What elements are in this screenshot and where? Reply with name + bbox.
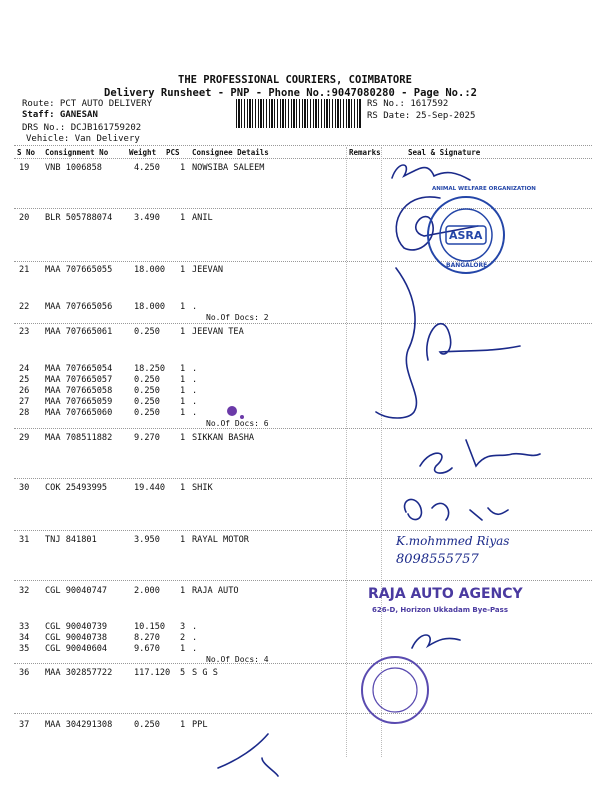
row-pcs: 1 (180, 433, 186, 443)
row-consignee: . (192, 397, 198, 407)
row-pcs: 1 (180, 586, 186, 596)
raja-auto-stamp-address: 626-D, Horizon Ukkadam Bye-Pass (372, 606, 508, 614)
signature-23 (427, 324, 520, 360)
col-seal: Seal & Signature (408, 148, 481, 157)
row-weight: 18.250 (134, 364, 166, 374)
row-consignee: RAYAL MOTOR (192, 535, 249, 545)
row-weight: 0.250 (134, 720, 160, 730)
row-consignee: SIKKAN BASHA (192, 433, 255, 443)
row-pcs: 5 (180, 668, 186, 678)
row-sno: 35 (19, 644, 30, 654)
col-remarks: Remarks (349, 148, 381, 157)
row-consignee: PPL (192, 720, 208, 730)
signature-32 (412, 635, 460, 648)
row-consignment: MAA 707665059 (45, 397, 113, 407)
row-weight: 0.250 (134, 375, 160, 385)
row-consignee: S G S (192, 668, 218, 678)
row-pcs: 1 (180, 213, 186, 223)
runsheet-title: Delivery Runsheet - PNP - Phone No.:9047080280 - Page No.:2 (104, 87, 477, 99)
row-weight: 3.950 (134, 535, 160, 545)
row-consignee: ANIL (192, 213, 213, 223)
handwritten-name: K.mohmmed Riyas (396, 534, 510, 548)
row-consignment: BLR 505788074 (45, 213, 113, 223)
asra-stamp-ring-top: ANIMAL WELFARE ORGANIZATION (432, 186, 536, 192)
row-consignment: MAA 707665056 (45, 302, 113, 312)
row-consignment: MAA 707665060 (45, 408, 113, 418)
row-consignment: TNJ 841801 (45, 535, 97, 545)
row-sno: 20 (19, 213, 30, 223)
row-consignee: . (192, 644, 198, 654)
row-weight: 19.440 (134, 483, 166, 493)
row-pcs: 1 (180, 265, 186, 275)
row-consignment: CGL 90040604 (45, 644, 108, 654)
row-sno: 30 (19, 483, 30, 493)
col-pcs: PCS (166, 148, 180, 157)
row-consignee: . (192, 633, 198, 643)
row-pcs: 1 (180, 720, 186, 730)
row-consignee: . (192, 364, 198, 374)
col-weight: Weight (129, 148, 157, 157)
row-consignment: MAA 707665057 (45, 375, 113, 385)
row-consignee: JEEVAN (192, 265, 224, 275)
row-consignment: MAA 707665054 (45, 364, 113, 374)
row-consignee: RAJA AUTO (192, 586, 239, 596)
row-pcs: 1 (180, 483, 186, 493)
asra-stamp-ring-bottom: BANGALORE (446, 262, 488, 269)
row-sno: 21 (19, 265, 30, 275)
doc-count-note: No.Of Docs: 6 (206, 419, 269, 428)
staff-label: Staff: GANESAN (22, 110, 98, 120)
row-pcs: 1 (180, 364, 186, 374)
row-pcs: 1 (180, 327, 186, 337)
row-pcs: 1 (180, 302, 186, 312)
doc-count-note: No.Of Docs: 4 (206, 655, 269, 664)
signature-long-stroke (376, 268, 416, 418)
row-sno: 33 (19, 622, 30, 632)
row-consignee: . (192, 408, 198, 418)
row-consignment: MAA 707665061 (45, 327, 113, 337)
row-weight: 18.000 (134, 302, 166, 312)
rs-date: RS Date: 25-Sep-2025 (367, 111, 476, 121)
signature-bottom (218, 734, 278, 776)
row-pcs: 1 (180, 644, 186, 654)
signature-30 (405, 499, 508, 520)
row-pcs: 1 (180, 397, 186, 407)
row-consignee: . (192, 375, 198, 385)
row-sno: 23 (19, 327, 30, 337)
row-sno: 34 (19, 633, 30, 643)
row-weight: 3.490 (134, 213, 160, 223)
row-pcs: 2 (180, 633, 186, 643)
row-sno: 19 (19, 163, 30, 173)
row-consignee: . (192, 302, 198, 312)
row-sno: 25 (19, 375, 30, 385)
asra-stamp-text: ASRA (449, 229, 483, 242)
row-sno: 36 (19, 668, 30, 678)
row-consignee: . (192, 386, 198, 396)
row-sno: 37 (19, 720, 30, 730)
row-consignment: CGL 90040747 (45, 586, 108, 596)
row-sno: 31 (19, 535, 30, 545)
raja-auto-stamp: RAJA AUTO AGENCY (368, 586, 523, 602)
doc-count-note: No.Of Docs: 2 (206, 313, 269, 322)
row-weight: 0.250 (134, 386, 160, 396)
row-weight: 9.670 (134, 644, 160, 654)
row-pcs: 1 (180, 386, 186, 396)
route-label: Route: PCT AUTO DELIVERY (22, 99, 153, 109)
row-sno: 26 (19, 386, 30, 396)
row-consignment: MAA 708511882 (45, 433, 113, 443)
col-sno: S No (17, 148, 36, 157)
col-consignment: Consignment No (45, 148, 109, 157)
row-pcs: 1 (180, 408, 186, 418)
row-weight: 9.270 (134, 433, 160, 443)
row-sno: 22 (19, 302, 30, 312)
row-consignment: MAA 707665058 (45, 386, 113, 396)
row-weight: 8.270 (134, 633, 160, 643)
row-consignment: COK 25493995 (45, 483, 108, 493)
row-weight: 2.000 (134, 586, 160, 596)
row-pcs: 1 (180, 535, 186, 545)
row-consignee: SHIK (192, 483, 213, 493)
signature-20 (396, 197, 478, 250)
row-sno: 28 (19, 408, 30, 418)
row-sno: 32 (19, 586, 30, 596)
row-weight: 0.250 (134, 397, 160, 407)
row-sno: 24 (19, 364, 30, 374)
row-consignment: CGL 90040738 (45, 633, 108, 643)
row-consignment: CGL 90040739 (45, 622, 108, 632)
row-weight: 4.250 (134, 163, 160, 173)
row-consignee: JEEVAN TEA (192, 327, 244, 337)
handwritten-phone: 8098555757 (396, 552, 479, 567)
vehicle-label: Vehicle: Van Delivery (26, 134, 140, 144)
row-weight: 117.120 (134, 668, 171, 678)
row-consignment: MAA 302857722 (45, 668, 113, 678)
row-sno: 29 (19, 433, 30, 443)
row-weight: 0.250 (134, 327, 160, 337)
signature-19 (392, 165, 470, 180)
row-consignment: MAA 304291308 (45, 720, 113, 730)
signature-29 (420, 440, 540, 473)
col-consignee: Consignee Details (192, 148, 269, 157)
row-consignment: MAA 707665055 (45, 265, 113, 275)
row-consignee: . (192, 622, 198, 632)
row-consignment: VNB 1006858 (45, 163, 102, 173)
row-consignee: NOWSIBA SALEEM (192, 163, 265, 173)
row-pcs: 3 (180, 622, 186, 632)
company-title: THE PROFESSIONAL COURIERS, COIMBATORE (178, 74, 412, 86)
row-pcs: 1 (180, 163, 186, 173)
row-weight: 10.150 (134, 622, 166, 632)
row-pcs: 1 (180, 375, 186, 385)
row-weight: 0.250 (134, 408, 160, 418)
purple-ink-blot (227, 406, 237, 416)
round-company-stamp (362, 657, 428, 723)
drs-label: DRS No.: DCJB161759202 (22, 123, 142, 133)
row-weight: 18.000 (134, 265, 166, 275)
purple-ink-dot (240, 415, 244, 419)
rs-number: RS No.: 1617592 (367, 99, 449, 109)
row-sno: 27 (19, 397, 30, 407)
